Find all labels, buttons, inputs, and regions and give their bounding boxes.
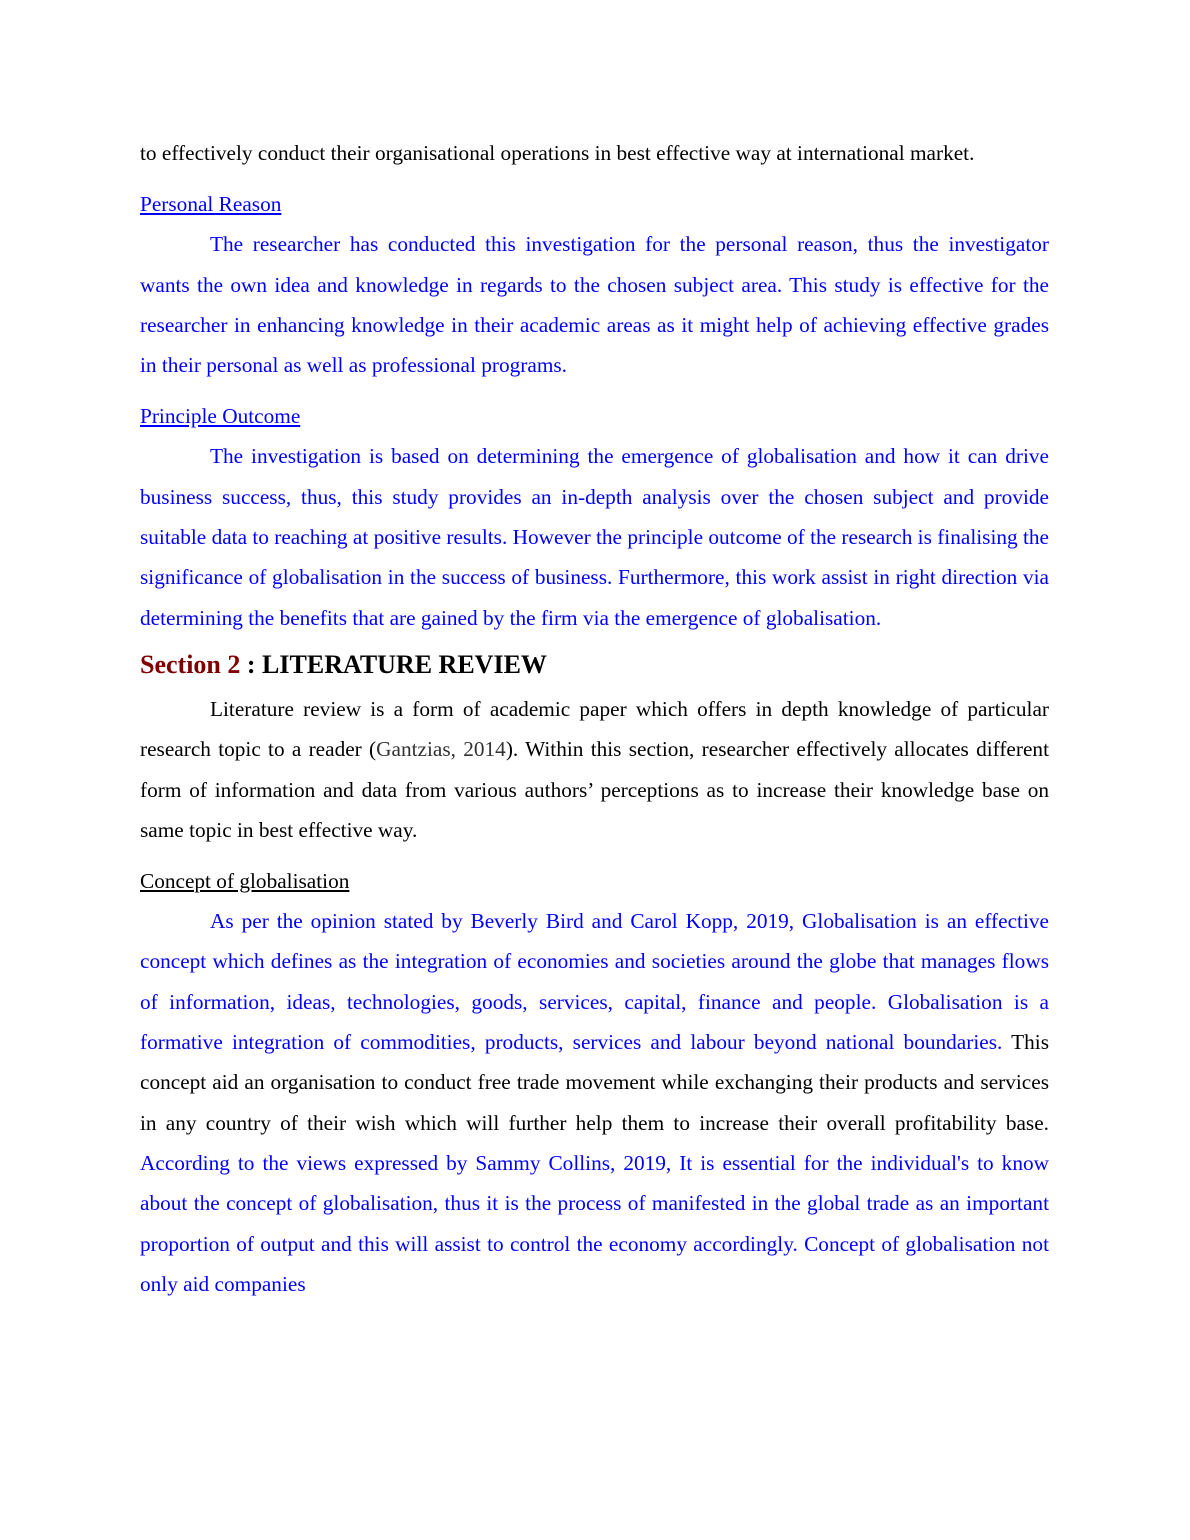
- concept-link[interactable]: Concept of globalisation: [140, 869, 350, 894]
- concept-paragraph: [140, 901, 1049, 1304]
- document-page: [140, 133, 1049, 1315]
- concept-heading: [140, 861, 1049, 901]
- citation: Gantzias, 2014: [376, 737, 506, 762]
- section-title: : LITERATURE REVIEW: [240, 649, 547, 679]
- personal-reason-heading: [140, 184, 1049, 224]
- principle-outcome-paragraph: The investigation is based on determining the emergence of globalisation and how it can drive business success, thus, this study provides an in-depth analysis over the chosen subject and provide suitable data to reaching at positive results. However the principle outcome of the research is finalising the significance of globalisation in the success of business. Furthermore, this work assist in right direction via determining the benefits that are gained by the firm via the emergence of globalisation.: [140, 444, 1049, 630]
- text-segment: This concept aid an organisation to conduct free trade movement while exchanging their products and services in any country of their wish which will further help them to increase their overall profitability base.: [140, 1030, 1049, 1135]
- section-2-heading: [140, 649, 1049, 681]
- text-segment-blue: As per the opinion stated by Beverly Bird and Carol Kopp, 2019, Globalisation is an effective concept which defines as the integration of economies and societies around the globe that manages flows of information, ideas, technologies, goods, services, capital, finance and people. Globalisation is a formative integration of commodities, products, services and labour beyond national boundaries.: [140, 909, 1049, 1055]
- personal-reason-paragraph: The researcher has conducted this investigation for the personal reason, thus the investigator wants the own idea and knowledge in regards to the chosen subject area. This study is effective for the researcher in enhancing knowledge in their academic areas as it might help of achieving effective grades in their personal as well as professional programs.: [140, 232, 1049, 378]
- text-segment: ). Within this section, researcher effectively allocates different form of information and data from various authors’ perceptions as to increase their knowledge base on same topic in best effective way.: [140, 737, 1049, 842]
- text-segment: Literature review is a form of academic paper which offers in depth knowledge of particular research topic to a reader (: [140, 696, 1049, 762]
- section-label: Section 2: [140, 649, 241, 679]
- principle-outcome-link[interactable]: Principle Outcome: [140, 404, 301, 429]
- literature-review-paragraph: [140, 689, 1049, 850]
- principle-outcome-heading: [140, 396, 1049, 436]
- intro-paragraph-tail: to effectively conduct their organisational operations in best effective way at international market.: [140, 141, 975, 165]
- text-segment-blue: According to the views expressed by Sammy Collins, 2019, It is essential for the individual's to know about the concept of globalisation, thus it is the process of manifested in the global trade as an important proportion of output and this will assist to control the economy accordingly. Concept of globalisation not only aid companies: [140, 1150, 1049, 1296]
- personal-reason-link[interactable]: Personal Reason: [140, 192, 282, 217]
